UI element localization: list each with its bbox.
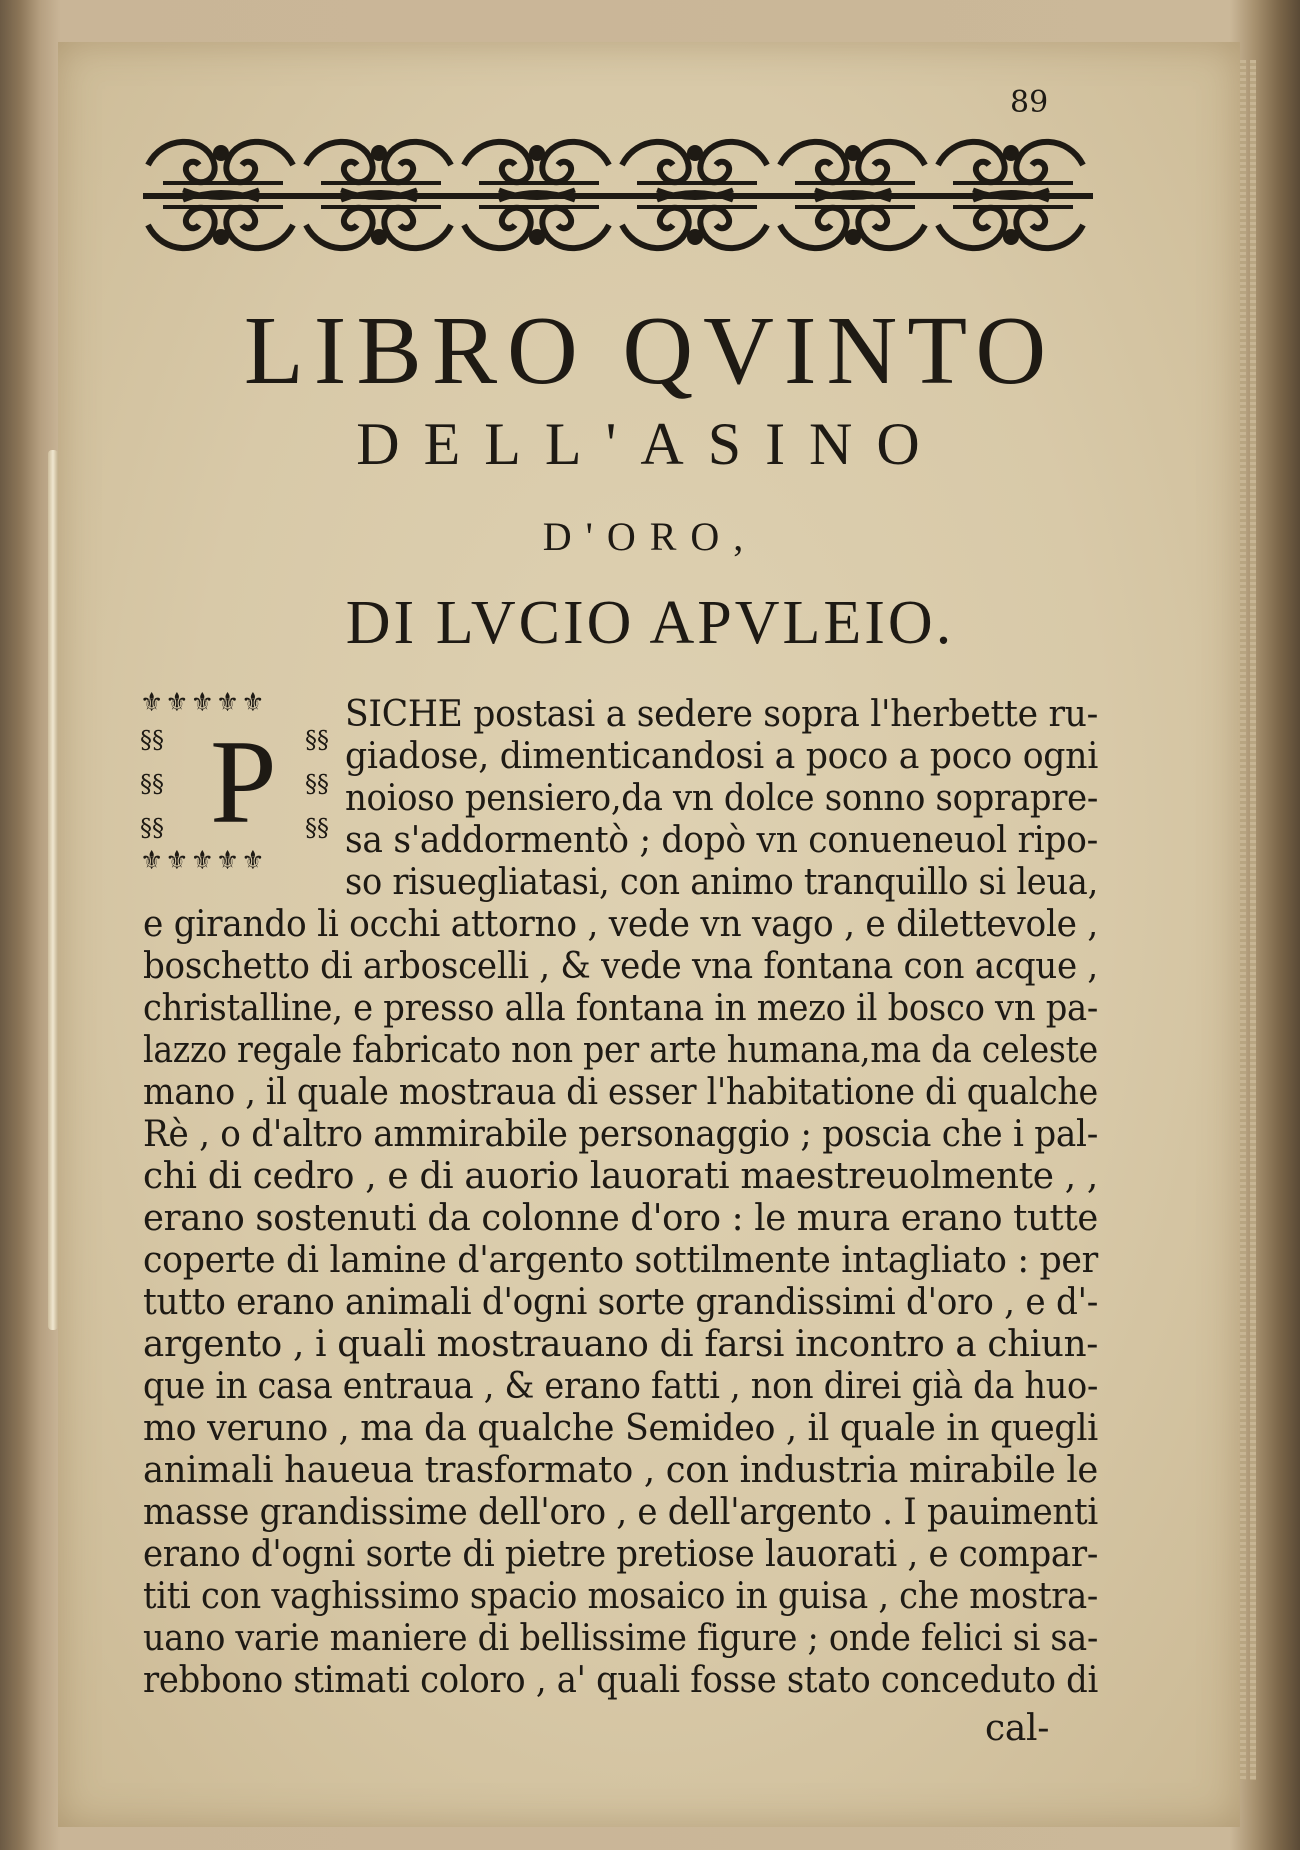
text-line: animali haueua trasformato , con industria mirabile le [143, 1450, 1098, 1491]
text-line: giadose, dimenticandosi a poco a poco ogni [345, 736, 1098, 777]
text-line: erano sostenuti da colonne d'oro : le mura erano tutte [143, 1198, 1098, 1239]
text-line: sa s'addormentò ; dopò vn conueneuol ripo- [345, 820, 1098, 861]
page-number: 89 [1010, 85, 1049, 120]
text-line: SICHE postasi a sedere sopra l'herbette ru- [345, 694, 1098, 735]
text-line: boschetto di arboscelli , & vede vna fontana con acque , [143, 946, 1098, 987]
side-mark: §§ [140, 770, 164, 798]
text-line: lazzo regale fabricato non per arte humana,ma da celeste [143, 1030, 1098, 1071]
text-line: noioso pensiero,da vn dolce sonno soprapre- [345, 778, 1098, 819]
drop-cap-letter: P [210, 715, 277, 848]
text-line: chi di cedro , e di auorio lauorati maestreuolmente , , [143, 1156, 1098, 1197]
text-line: erano d'ogni sorte di pietre pretiose lauorati , e compar- [143, 1534, 1098, 1575]
book-title: LIBRO QVINTO [243, 297, 1057, 405]
drop-cap-border-bottom: ⚜⚜⚜⚜⚜ [140, 848, 267, 874]
text-line: christalline, e presso alla fontana in mezo il bosco vn pa- [143, 988, 1098, 1029]
side-mark: §§ [140, 726, 164, 754]
text-line: argento , i quali mostrauano di farsi incontro a chiun- [143, 1324, 1098, 1365]
author-line: DI LVCIO APVLEIO. [345, 589, 955, 657]
side-mark: §§ [140, 814, 164, 842]
drop-cap-border-top: ⚜⚜⚜⚜⚜ [140, 690, 267, 716]
catchword: cal- [985, 1708, 1050, 1749]
text-line: uano varie maniere di bellissime figure ; onde felici si sa- [143, 1618, 1098, 1659]
text-line: Rè , o d'altro ammirabile personaggio ; poscia che i pal- [143, 1114, 1098, 1155]
text-line: masse grandissime dell'oro , e dell'argento . I pauimenti [143, 1492, 1098, 1533]
text-line: tutto erano animali d'ogni sorte grandissimi d'oro , e d'- [143, 1282, 1098, 1323]
text-line: mo veruno , ma da qualche Semideo , il quale in quegli [143, 1408, 1098, 1449]
text-line: coperte di lamine d'argento sottilmente intagliato : per [143, 1240, 1098, 1281]
text-line: que in casa entraua , & erano fatti , non direi già da huo- [143, 1366, 1098, 1407]
text-line: e girando li occhi attorno , vede vn vago , e dilettevole , [143, 904, 1098, 945]
text-line: titi con vaghissimo spacio mosaico in guisa , che mostra- [143, 1576, 1098, 1617]
text-line: rebbono stimati coloro , a' quali fosse stato conceduto di [143, 1660, 1098, 1701]
side-mark: §§ [305, 814, 329, 842]
side-mark: §§ [305, 726, 329, 754]
book-subtitle: DELL'ASINO [356, 411, 944, 477]
text-line: so risuegliatasi, con animo tranquillo si leua, [345, 862, 1098, 903]
text-line: mano , il quale mostraua di esser l'habitatione di qualche [143, 1072, 1098, 1113]
side-mark: §§ [305, 770, 329, 798]
book-subtitle-2: D'ORO, [542, 514, 758, 559]
